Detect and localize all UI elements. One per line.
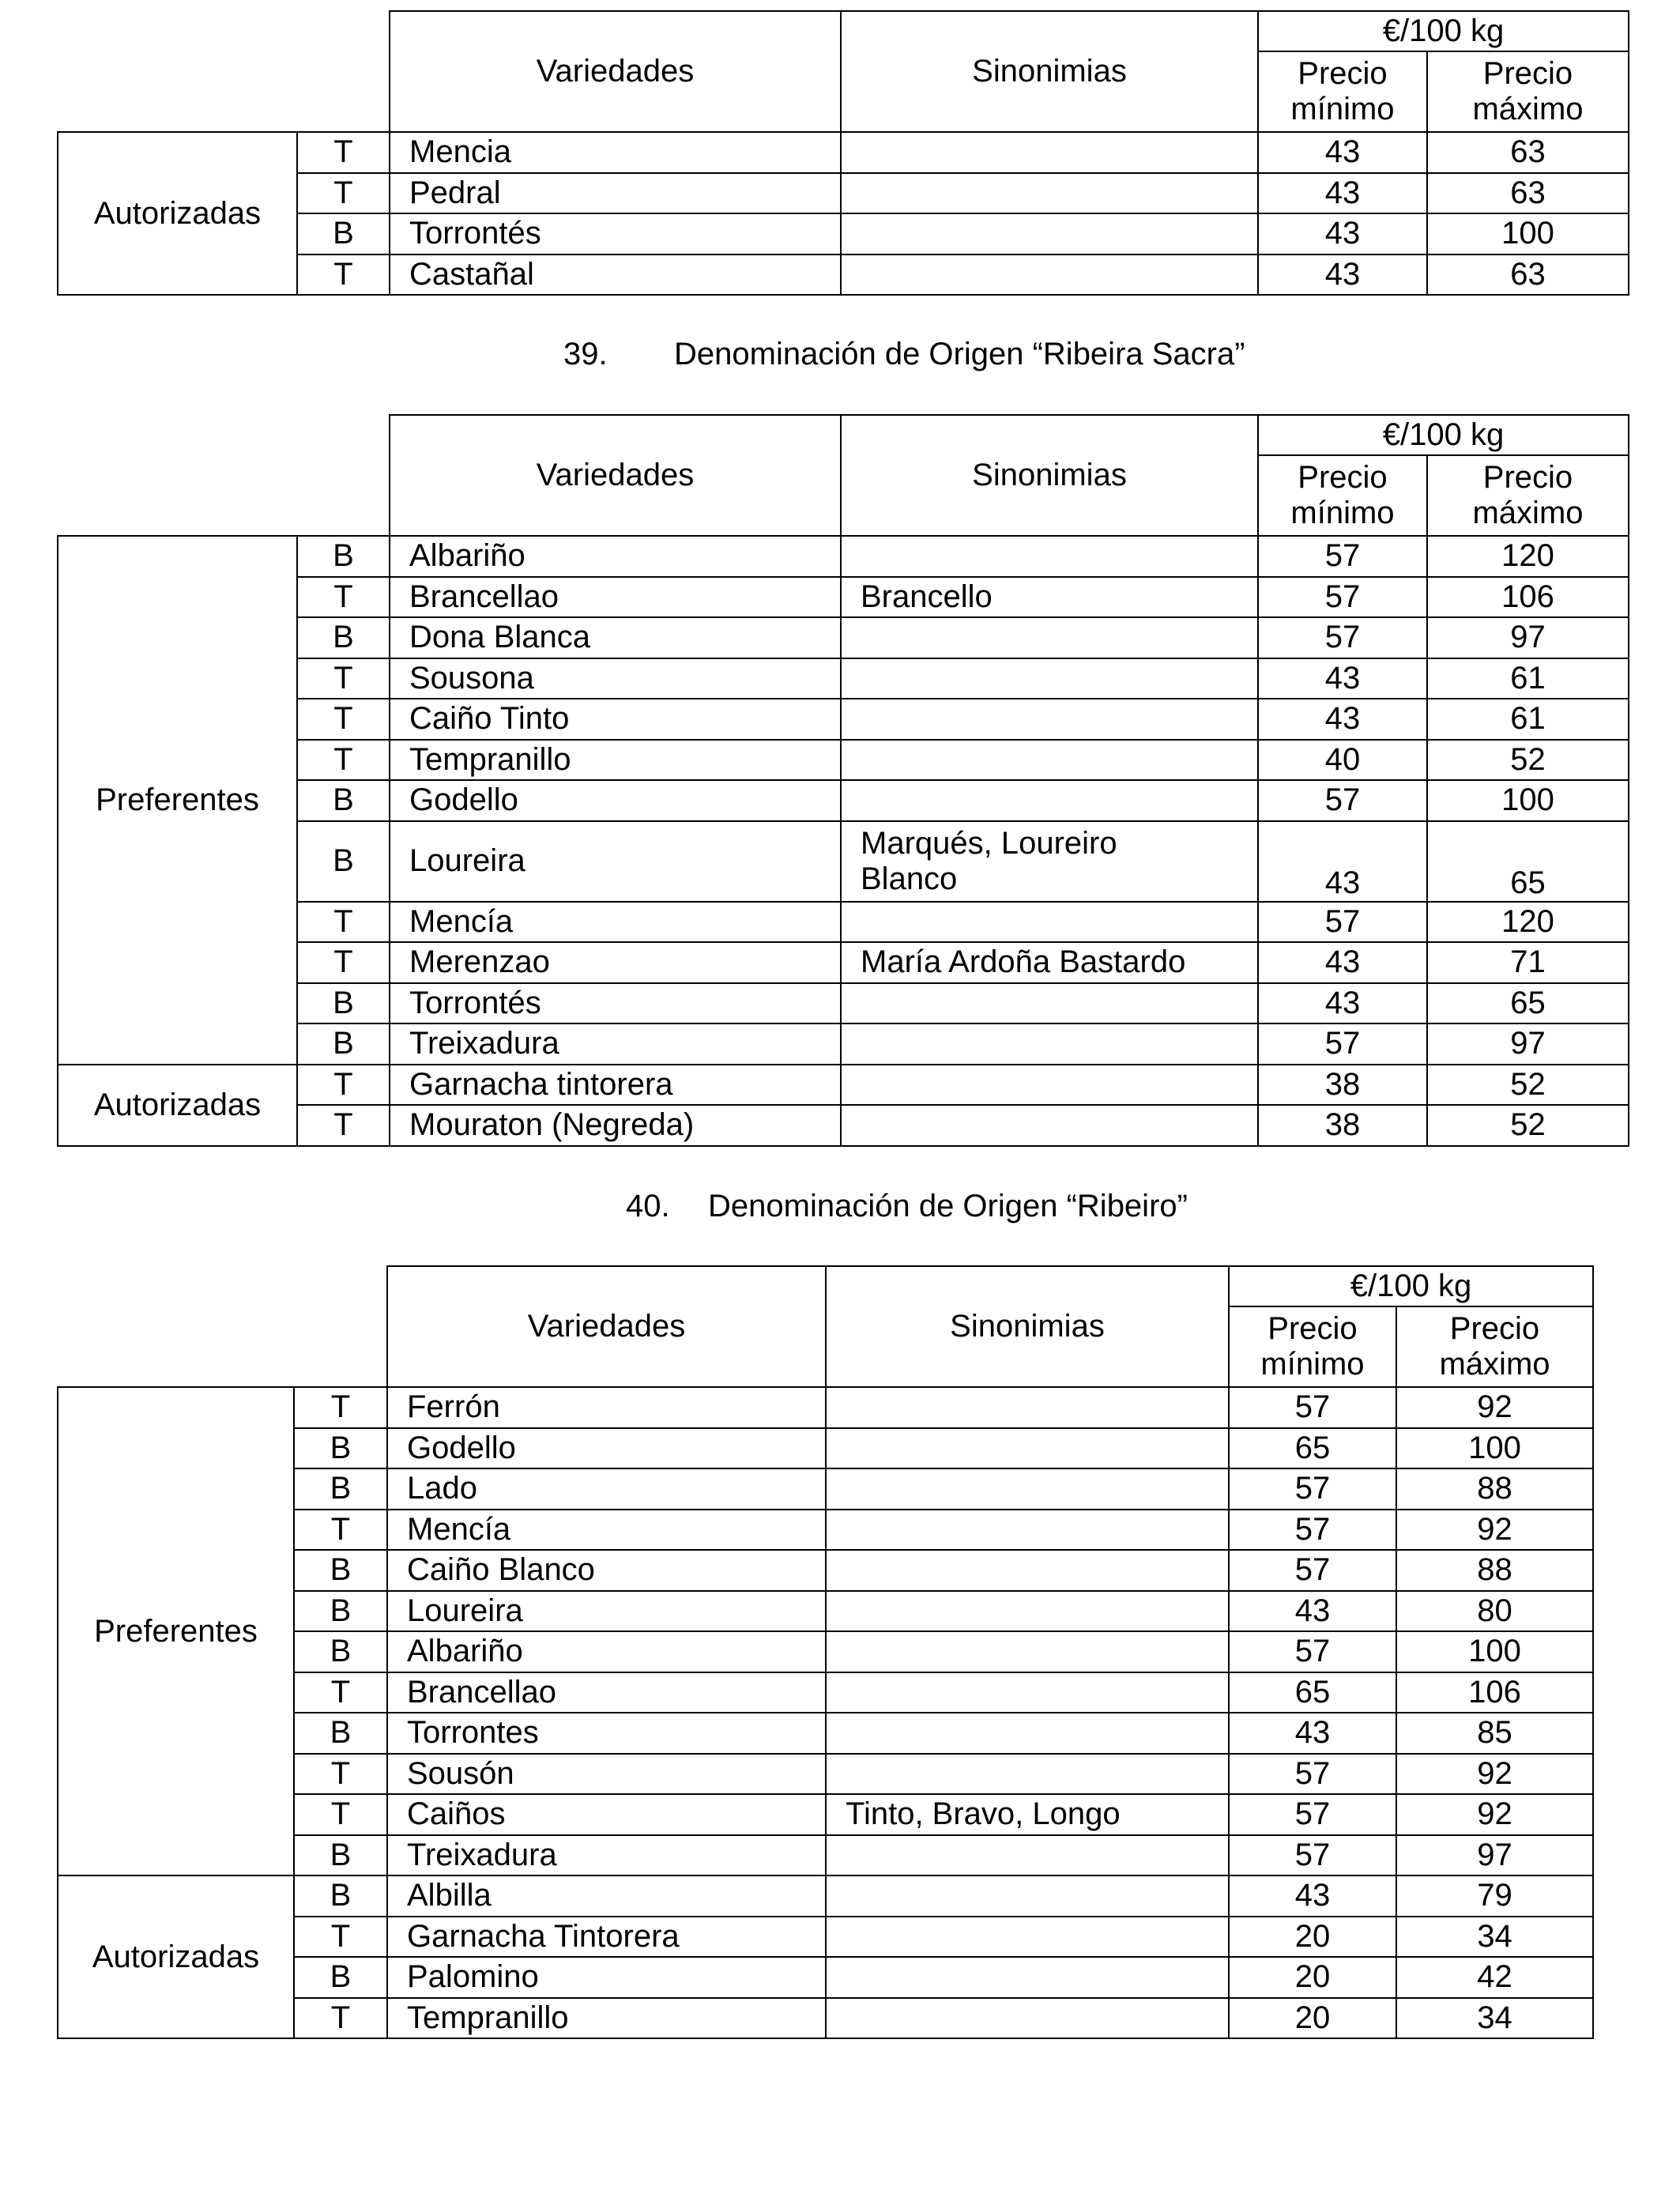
header-precio-minimo: Precio mínimo	[1229, 1306, 1396, 1387]
section-3-title: Denominación de Origen “Ribeiro”	[708, 1189, 1188, 1223]
header-blank	[58, 415, 390, 536]
group-label: Autorizadas	[58, 1065, 297, 1146]
price-min-cell: 57	[1229, 1550, 1396, 1591]
price-min-cell: 57	[1258, 617, 1427, 658]
price-max-cell: 52	[1427, 1065, 1629, 1106]
price-min-cell: 57	[1229, 1754, 1396, 1795]
type-cell: T	[297, 699, 390, 740]
price-max-cell: 63	[1427, 132, 1629, 173]
variety-cell: Garnacha Tintorera	[387, 1917, 826, 1958]
synonym-cell	[841, 536, 1258, 577]
synonym-line: Marqués, Loureiro	[861, 825, 1117, 861]
type-cell: T	[297, 1105, 390, 1146]
price-min-cell: 38	[1258, 1065, 1427, 1106]
variety-cell: Mencia	[390, 132, 841, 173]
price-min-cell: 43	[1258, 213, 1427, 254]
price-max-cell: 42	[1396, 1957, 1593, 1998]
type-cell: B	[294, 1550, 387, 1591]
price-min-cell: 43	[1258, 983, 1427, 1024]
synonym-cell	[826, 1754, 1229, 1795]
synonym-cell	[826, 1510, 1229, 1551]
price-min-cell: 57	[1258, 902, 1427, 943]
variety-cell: Torrontés	[390, 983, 841, 1024]
price-min-cell: 43	[1258, 942, 1427, 983]
type-cell: B	[297, 213, 390, 254]
type-cell: T	[294, 1387, 387, 1428]
type-cell: T	[297, 658, 390, 699]
synonym-cell	[826, 1428, 1229, 1469]
price-max-cell: 65	[1427, 983, 1629, 1024]
price-min-cell: 43	[1258, 132, 1427, 173]
type-cell: T	[294, 1754, 387, 1795]
price-min-cell: 57	[1258, 536, 1427, 577]
synonym-cell	[841, 1065, 1258, 1106]
price-max-cell: 120	[1427, 536, 1629, 577]
synonym-cell	[841, 740, 1258, 781]
type-cell: B	[297, 1023, 390, 1065]
type-cell: T	[297, 173, 390, 214]
price-min-cell: 57	[1229, 1468, 1396, 1510]
synonym-cell: Brancello	[841, 577, 1258, 618]
price-max-cell: 34	[1396, 1917, 1593, 1958]
synonym-cell	[826, 1998, 1229, 2039]
variety-cell: Merenzao	[390, 942, 841, 983]
price-max-cell: 92	[1396, 1387, 1593, 1428]
synonym-cell	[841, 821, 1258, 902]
type-cell: B	[297, 821, 390, 902]
variety-cell: Albilla	[387, 1875, 826, 1917]
price-max-cell: 120	[1427, 902, 1629, 943]
table-section-2	[57, 414, 1629, 1147]
synonym-cell	[826, 1672, 1229, 1713]
type-cell: B	[294, 1591, 387, 1632]
price-max-cell: 100	[1427, 780, 1629, 821]
type-cell: B	[294, 1835, 387, 1876]
price-max-cell: 65	[1427, 821, 1629, 902]
synonym-cell	[841, 617, 1258, 658]
synonym-cell	[841, 699, 1258, 740]
type-cell: B	[297, 983, 390, 1024]
synonym-cell	[826, 1875, 1229, 1917]
price-max-cell: 97	[1396, 1835, 1593, 1876]
variety-cell: Treixadura	[387, 1835, 826, 1876]
header-unit: €/100 kg	[1258, 415, 1629, 455]
type-cell: B	[294, 1875, 387, 1917]
price-min-cell: 38	[1258, 1105, 1427, 1146]
type-cell: T	[294, 1917, 387, 1958]
synonym-line: Blanco	[861, 861, 958, 896]
price-max-cell: 100	[1396, 1428, 1593, 1469]
variety-cell: Castañal	[390, 254, 841, 296]
synonym-cell	[826, 1957, 1229, 1998]
price-max-cell: 63	[1427, 173, 1629, 214]
synonym-cell	[826, 1387, 1229, 1428]
group-label: Autorizadas	[58, 132, 297, 295]
type-cell: B	[294, 1713, 387, 1754]
price-min-cell: 43	[1229, 1591, 1396, 1632]
price-min-cell: 65	[1229, 1672, 1396, 1713]
price-max-cell: 97	[1427, 617, 1629, 658]
price-min-cell: 20	[1229, 1998, 1396, 2039]
synonym-cell	[826, 1835, 1229, 1876]
variety-cell: Caiños	[387, 1794, 826, 1835]
header-precio-maximo: Precio máximo	[1396, 1306, 1593, 1387]
header-unit: €/100 kg	[1258, 11, 1629, 51]
header-sinonimias: Sinonimias	[841, 11, 1258, 132]
synonym-cell	[826, 1917, 1229, 1958]
synonym-cell	[841, 254, 1258, 296]
price-min-cell: 43	[1258, 699, 1427, 740]
price-max-cell: 106	[1427, 577, 1629, 618]
type-cell: T	[297, 902, 390, 943]
price-max-cell: 61	[1427, 658, 1629, 699]
variety-cell: Godello	[390, 780, 841, 821]
group-label: Preferentes	[58, 1387, 294, 1875]
price-min-cell: 20	[1229, 1957, 1396, 1998]
price-max-cell: 97	[1427, 1023, 1629, 1065]
synonym-cell	[826, 1591, 1229, 1632]
variety-cell: Loureira	[390, 821, 841, 902]
synonym-cell	[841, 983, 1258, 1024]
synonym-cell	[826, 1468, 1229, 1510]
synonym-cell	[841, 213, 1258, 254]
price-min-cell: 65	[1229, 1428, 1396, 1469]
price-min-cell: 57	[1258, 1023, 1427, 1065]
price-min-cell: 57	[1258, 577, 1427, 618]
variety-cell: Sousón	[387, 1754, 826, 1795]
variety-cell: Caiño Tinto	[390, 699, 841, 740]
type-cell: T	[297, 254, 390, 296]
price-max-cell: 79	[1396, 1875, 1593, 1917]
variety-cell: Lado	[387, 1468, 826, 1510]
variety-cell: Ferrón	[387, 1387, 826, 1428]
price-min-cell: 57	[1229, 1631, 1396, 1672]
header-blank	[58, 11, 390, 132]
price-max-cell: 88	[1396, 1550, 1593, 1591]
price-max-cell: 92	[1396, 1754, 1593, 1795]
price-max-cell: 100	[1427, 213, 1629, 254]
header-sinonimias: Sinonimias	[826, 1266, 1229, 1387]
synonym-cell	[841, 780, 1258, 821]
type-cell: T	[294, 1794, 387, 1835]
synonym-cell	[841, 1023, 1258, 1065]
section-3-caption	[626, 1190, 1188, 1222]
price-min-cell: 57	[1229, 1794, 1396, 1835]
type-cell: T	[294, 1998, 387, 2039]
header-precio-maximo: Precio máximo	[1427, 51, 1629, 132]
header-unit: €/100 kg	[1229, 1266, 1593, 1306]
price-max-cell: 52	[1427, 1105, 1629, 1146]
variety-cell: Dona Blanca	[390, 617, 841, 658]
synonym-cell	[841, 902, 1258, 943]
price-max-cell: 92	[1396, 1510, 1593, 1551]
header-precio-minimo: Precio mínimo	[1258, 51, 1427, 132]
variety-cell: Mencía	[387, 1510, 826, 1551]
price-max-cell: 63	[1427, 254, 1629, 296]
type-cell: T	[297, 740, 390, 781]
type-cell: T	[297, 577, 390, 618]
variety-cell: Pedral	[390, 173, 841, 214]
price-max-cell: 52	[1427, 740, 1629, 781]
synonym-cell	[841, 1105, 1258, 1146]
type-cell: B	[297, 617, 390, 658]
table-row	[58, 1065, 1629, 1106]
price-min-cell: 40	[1258, 740, 1427, 781]
price-max-cell: 106	[1396, 1672, 1593, 1713]
synonym-cell	[841, 658, 1258, 699]
variety-cell: Treixadura	[390, 1023, 841, 1065]
price-max-cell: 34	[1396, 1998, 1593, 2039]
variety-cell: Brancellao	[390, 577, 841, 618]
synonym-cell	[826, 1713, 1229, 1754]
section-3-number: 40.	[626, 1189, 670, 1223]
price-max-cell: 71	[1427, 942, 1629, 983]
variety-cell: Torrontés	[390, 213, 841, 254]
price-max-cell: 80	[1396, 1591, 1593, 1632]
header-precio-minimo: Precio mínimo	[1258, 455, 1427, 536]
header-variedades: Variedades	[390, 11, 841, 132]
price-max-cell: 85	[1396, 1713, 1593, 1754]
price-max-cell: 100	[1396, 1631, 1593, 1672]
variety-cell: Godello	[387, 1428, 826, 1469]
variety-cell: Mouraton (Negreda)	[390, 1105, 841, 1146]
price-min-cell: 43	[1258, 254, 1427, 296]
synonym-cell	[826, 1631, 1229, 1672]
variety-cell: Albariño	[390, 536, 841, 577]
variety-cell: Loureira	[387, 1591, 826, 1632]
price-min-cell: 57	[1229, 1835, 1396, 1876]
type-cell: T	[294, 1510, 387, 1551]
synonym-cell	[841, 132, 1258, 173]
type-cell: B	[297, 780, 390, 821]
variety-cell: Sousona	[390, 658, 841, 699]
price-min-cell: 20	[1229, 1917, 1396, 1958]
variety-cell: Torrontes	[387, 1713, 826, 1754]
table-section-1	[57, 10, 1629, 296]
header-precio-maximo: Precio máximo	[1427, 455, 1629, 536]
type-cell: B	[294, 1631, 387, 1672]
synonym-cell	[841, 173, 1258, 214]
section-2-title: Denominación de Origen “Ribeira Sacra”	[674, 337, 1245, 371]
price-min-cell: 57	[1258, 780, 1427, 821]
table-row	[58, 536, 1629, 577]
type-cell: B	[294, 1428, 387, 1469]
price-min-cell: 43	[1258, 821, 1427, 902]
price-min-cell: 57	[1229, 1387, 1396, 1428]
price-min-cell: 43	[1229, 1713, 1396, 1754]
variety-cell: Tempranillo	[387, 1998, 826, 2039]
price-min-cell: 43	[1258, 658, 1427, 699]
group-label: Autorizadas	[58, 1875, 294, 2038]
variety-cell: Caiño Blanco	[387, 1550, 826, 1591]
type-cell: T	[297, 1065, 390, 1106]
type-cell: T	[297, 942, 390, 983]
header-variedades: Variedades	[387, 1266, 826, 1387]
price-min-cell: 57	[1229, 1510, 1396, 1551]
type-cell: B	[294, 1957, 387, 1998]
type-cell: T	[294, 1672, 387, 1713]
price-max-cell: 88	[1396, 1468, 1593, 1510]
price-min-cell: 43	[1229, 1875, 1396, 1917]
variety-cell: Tempranillo	[390, 740, 841, 781]
table-section-3	[57, 1265, 1594, 2039]
section-2-caption	[563, 338, 1245, 370]
group-label: Preferentes	[58, 536, 297, 1065]
table-row	[58, 1387, 1593, 1428]
table-row	[58, 1875, 1593, 1917]
variety-cell: Mencía	[390, 902, 841, 943]
price-max-cell: 61	[1427, 699, 1629, 740]
type-cell: B	[294, 1468, 387, 1510]
variety-cell: Garnacha tintorera	[390, 1065, 841, 1106]
variety-cell: Brancellao	[387, 1672, 826, 1713]
variety-cell: Palomino	[387, 1957, 826, 1998]
variety-cell: Albariño	[387, 1631, 826, 1672]
price-max-cell: 92	[1396, 1794, 1593, 1835]
header-blank	[58, 1266, 387, 1387]
price-min-cell: 43	[1258, 173, 1427, 214]
type-cell: T	[297, 132, 390, 173]
synonym-cell	[826, 1550, 1229, 1591]
synonym-cell: Tinto, Bravo, Longo	[826, 1794, 1229, 1835]
type-cell: B	[297, 536, 390, 577]
table-row	[58, 132, 1629, 173]
synonym-cell: María Ardoña Bastardo	[841, 942, 1258, 983]
header-variedades: Variedades	[390, 415, 841, 536]
section-2-number: 39.	[563, 337, 608, 371]
header-sinonimias: Sinonimias	[841, 415, 1258, 536]
